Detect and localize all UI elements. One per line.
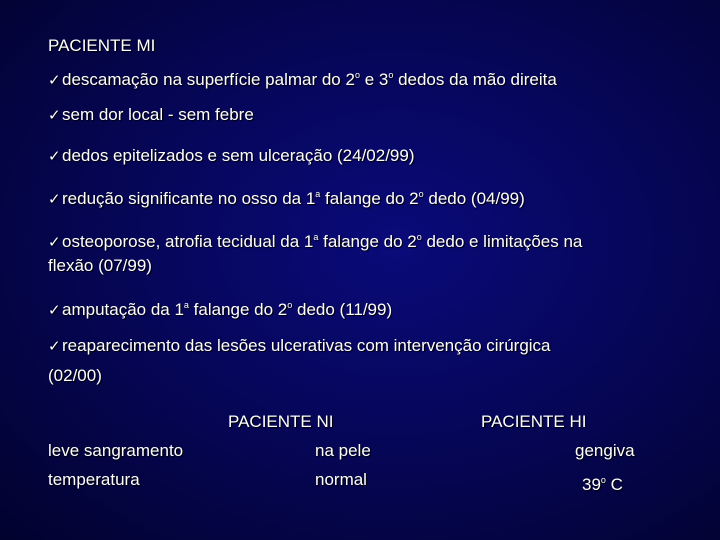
item-text: redução significante no osso da 1$^a$ falange do 2$^o$ dedo (04/99)	[62, 189, 525, 208]
bullet-item-amputacao	[48, 295, 392, 321]
slide-title: PACIENTE MI	[48, 36, 156, 55]
bullet-item-reducao	[48, 184, 525, 210]
bullet-item-reaparecimento	[48, 336, 551, 357]
check-icon: ✓	[48, 234, 61, 251]
item-text: amputação da 1$^a$ falange do 2$^o$ dedo (11/99)	[62, 300, 393, 319]
check-icon: ✓	[48, 338, 61, 355]
check-icon: ✓	[48, 191, 61, 208]
bullet-item-osteoporose-continuation: flexão (07/99)	[48, 256, 152, 275]
item-text: dedos epitelizados e sem ulceração (24/02/99)	[62, 146, 415, 165]
cell-hi-temperatura: 39$^o$ C	[582, 475, 623, 494]
header-paciente-hi: PACIENTE HI	[481, 412, 587, 431]
item-text: osteoporose, atrofia tecidual da 1$^a$ falange do 2$^o$ dedo e limitações na	[62, 232, 583, 251]
item-text: reaparecimento das lesões ulcerativas com intervenção cirúrgica	[62, 336, 551, 355]
bullet-item-sem-dor	[48, 105, 254, 126]
bullet-item-osteoporose	[48, 227, 582, 253]
cell-hi-sangramento: gengiva	[575, 441, 635, 460]
header-paciente-ni: PACIENTE NI	[228, 412, 334, 431]
item-text: sem dor local - sem febre	[62, 105, 254, 124]
bullet-item-dedos-epitelizados	[48, 146, 415, 167]
row-label-sangramento: leve sangramento	[48, 441, 184, 460]
check-icon: ✓	[48, 302, 61, 319]
bullet-item-descamacao	[48, 65, 557, 91]
check-icon: ✓	[48, 72, 61, 89]
bullet-item-reaparecimento-continuation: (02/00)	[48, 366, 102, 385]
item-text: descamação na superfície palmar do 2$^o$ e 3$^o$ dedos da mão direita	[62, 70, 557, 89]
row-label-temperatura: temperatura	[48, 470, 140, 489]
check-icon: ✓	[48, 148, 61, 165]
check-icon: ✓	[48, 107, 61, 124]
cell-ni-temperatura: normal	[315, 470, 367, 489]
cell-ni-sangramento: na pele	[315, 441, 371, 460]
